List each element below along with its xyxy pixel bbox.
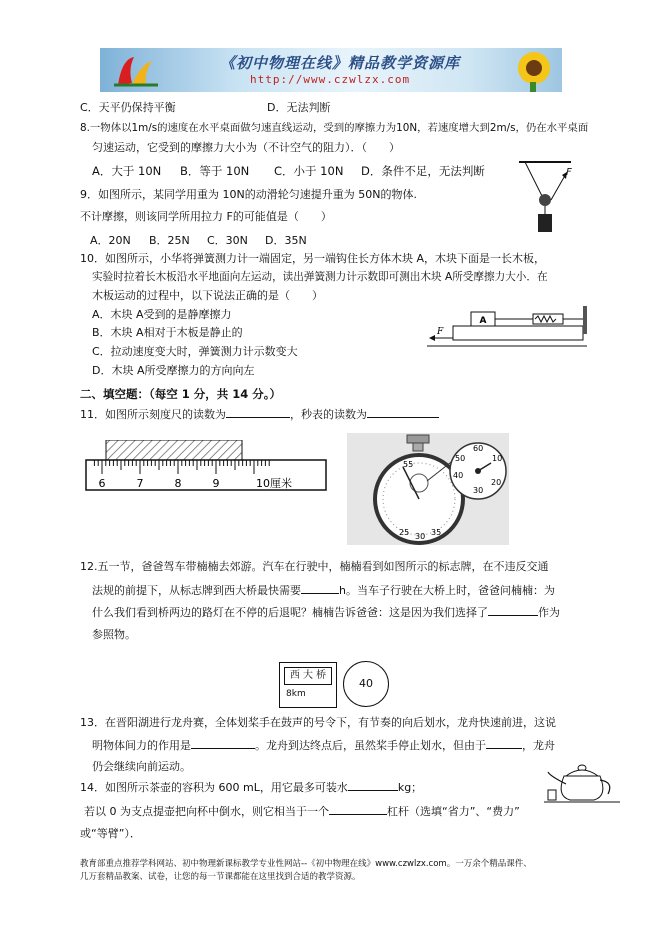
subdial-40: 40 [453,471,464,480]
dial-label-35: 35 [431,528,442,537]
q13-blank-force[interactable] [191,738,255,749]
q9-option-b: B．25N [149,234,190,247]
q14-line2 [84,804,520,819]
q13-line1: 13．在晋阳湖进行龙舟赛，全体划桨手在鼓声的号令下，有节奏的向后划水，龙舟快速前进，这说 [80,716,556,729]
banner-title: 《初中物理在线》精品教学资源库 [220,54,461,72]
sunflower-icon [500,48,562,92]
q11-blank-stopwatch[interactable] [367,407,439,418]
subdial-20: 20 [491,478,502,487]
q12-line3-a: 什么我们看到桥两边的路灯在不停的后退呢？楠楠告诉爸爸：这是因为我们选择了 [92,606,488,619]
subdial-50: 50 [455,454,466,463]
ruler-label-8: 8 [174,477,182,490]
section2-title: 二、填空题：（每空 1 分，共 14 分。） [80,387,282,401]
measured-object [106,440,242,460]
ruler-figure [84,440,330,498]
force-label: F [437,327,444,337]
footer-line1: 教育部重点推荐学科网站、初中物理新课标教学专业性网站--《初中物理在线》www.czwlzx.com。一万余个精品课件、 [80,859,532,869]
q10-option-a: A．木块 A受到的是静摩擦力 [92,308,232,321]
dial-label-25: 25 [399,528,410,537]
q13-line2-b: 。龙舟到达终点后，虽然桨手停止划水，但由于 [255,739,486,752]
q12-line2-a: 法规的前提下，从标志牌到西大桥最快需要 [92,584,301,597]
q8-option-c: C．小于 10N [274,164,344,178]
q12-line3 [92,605,560,620]
q11-stem [80,407,439,422]
dial-label-30: 30 [415,532,426,541]
q12-blank-time[interactable] [301,583,339,594]
q14-line2-b: 杠杆（选填“省力”、“费力” [387,805,520,818]
q9-option-c: C．30N [207,234,248,247]
ruler-label-9: 9 [212,477,220,490]
q14-blank-mass[interactable] [348,780,398,791]
q7-option-c: C．天平仍保持平衡 [80,101,176,114]
ruler-label-6: 6 [98,477,106,490]
q9-stem-line1: 9．如图所示，某同学用重为 10N的动滑轮匀速提升重为 50N的物体. [80,188,417,201]
q10-option-d: D．木块 A所受摩擦力的方向向左 [92,364,255,377]
q8-option-d: D．条件不足，无法判断 [361,164,485,178]
q8-stem-line2: 匀速运动，它受到的摩擦力大小为（不计空气的阻力）．（ ） [92,141,400,154]
q12-line3-b: 作为 [538,606,560,619]
q11-blank-ruler[interactable] [226,407,290,418]
q12-line4: 参照物。 [92,628,136,641]
q8-stem-line1: 8.一物体以1m/s的速度在水平桌面做匀速直线运动，受到的摩擦力为10N，若速度增大到2m/s，仍在水平桌面 [80,122,589,134]
subdial-30: 30 [473,486,484,495]
friction-figure [425,296,590,356]
q13-line2 [92,738,555,753]
sign-destination: 西 大 桥 [284,667,332,685]
q10-stem-line3: 木板运动的过程中，以下说法正确的是（ ） [92,289,323,302]
q14-line3: 或“等臂”）． [80,827,141,840]
q14-blank-lever[interactable] [329,804,387,815]
q13-line2-a: 明物体间力的作用是 [92,739,191,752]
weight-block [538,214,552,232]
stopwatch-figure [347,433,509,545]
banner-url[interactable]: http://www.czwlzx.com [250,73,411,86]
q13-blank-inertia[interactable] [486,738,522,749]
q12-line1: 12.五一节，爸爸驾车带楠楠去郊游。汽车在行驶中，楠楠看到如图所示的标志牌，在不违反交通 [80,560,549,573]
speed-limit-value: 40 [359,677,373,690]
q9-stem-line2: 不计摩擦，则该同学所用拉力 F的可能值是（ ） [80,210,332,223]
q13-line3: 仍会继续向前运动。 [92,760,191,773]
q10-stem-line2: 实验时拉着长木板沿水平地面向左运动，读出弹簧测力计示数即可测出木块 A所受摩擦力大小．在 [92,271,548,283]
q14-line1-a: 14．如图所示茶壶的容积为 600 mL，用它最多可装水 [80,781,348,794]
cup [548,790,556,800]
q14-line2-a: 若以 0 为支点提壶把向杯中倒水，则它相当于一个 [84,805,329,818]
footer-line2: 几万套精品教案、试卷，让您的每一节课都能在这里找到合适的教学资源。 [80,872,361,882]
q11-text-b: ，秒表的读数为 [290,408,367,421]
q8-option-a: A．大于 10N [92,164,162,178]
q13-line2-c: ，龙舟 [522,739,555,752]
q12-line2 [92,583,555,598]
q10-option-c: C．拉动速度变大时，弹簧测力计示数变大 [92,345,298,358]
dial-label-55: 55 [403,460,414,469]
block-a-label: A [479,316,487,326]
q12-line2-b: h。当车子行驶在大桥上时，爸爸问楠楠：为 [339,584,555,597]
minute-subdial [410,474,428,492]
pulley-wheel [539,194,551,206]
distance-sign [279,662,337,708]
q10-option-b: B．木块 A相对于木板是静止的 [92,326,243,339]
q8-option-b: B．等于 10N [180,164,250,178]
q10-stem-line1: 10．如图所示，小华将弹簧测力计一端固定，另一端钩住长方体木块 A，木块下面是一长木板， [80,252,546,265]
subdial-10: 10 [492,454,503,463]
q14-line1 [80,780,422,795]
q9-option-d: D．35N [265,234,307,247]
subdial-60: 60 [473,444,484,453]
logo-icon [108,51,164,89]
long-board [453,326,583,340]
sign-distance: 8km [286,689,306,699]
pulley-force-label: F [566,167,572,178]
speed-limit-sign [343,661,389,707]
teapot-figure [544,760,620,806]
q7-option-d: D．无法判断 [267,101,331,114]
q14-line1-b: kg； [397,781,423,794]
q9-option-a: A．20N [90,234,131,247]
q12-blank-reference[interactable] [488,605,538,616]
ruler-label-10: 10厘米 [256,477,292,490]
ruler-label-7: 7 [136,477,144,490]
q11-text-a: 11．如图所示刻度尺的读数为 [80,408,226,421]
header-banner [100,48,562,92]
